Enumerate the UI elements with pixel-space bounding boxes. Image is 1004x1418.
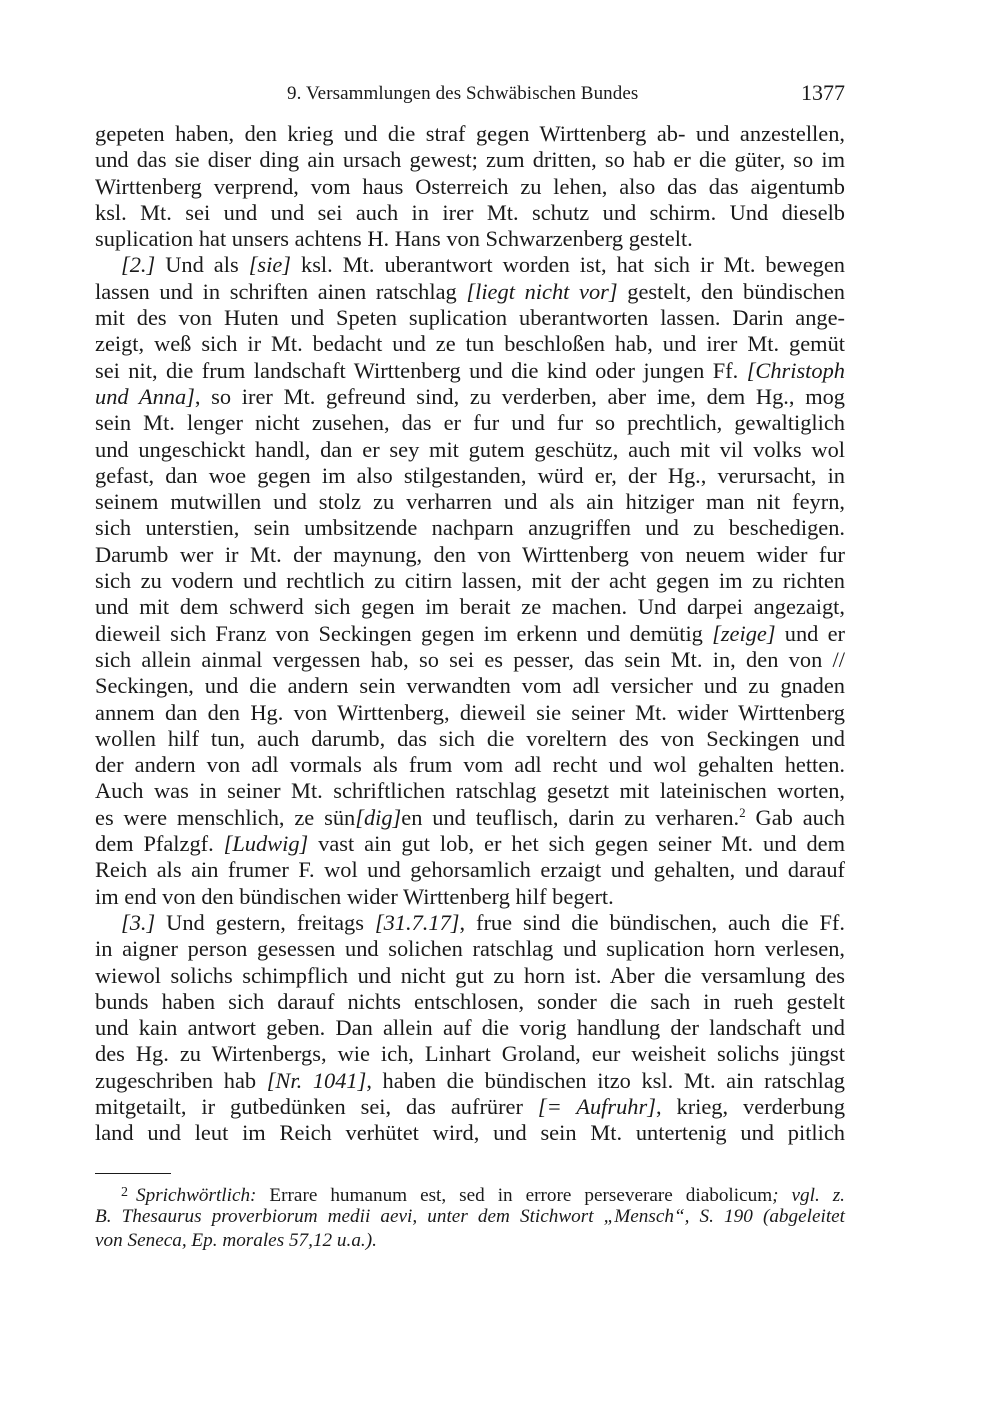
- editorial-note: [Ludwig]: [223, 831, 309, 857]
- text-line: [95, 673, 845, 699]
- text-line: [95, 1094, 845, 1120]
- text-line: [95, 305, 845, 331]
- text-segment: , so irer Mt. gefreund sind, zu verderben, aber ime, dem Hg., mog: [194, 383, 845, 409]
- text-line: [95, 1120, 845, 1146]
- footnote-text: Sprichwörtlich:: [136, 1185, 257, 1206]
- text-segment: wollen hilf tun, auch darumb, das sich die voreltern des von Seckingen und: [95, 725, 845, 751]
- text-segment: Und als: [155, 252, 249, 278]
- text-line: [95, 831, 845, 857]
- text-line: [95, 489, 845, 515]
- text-line: [95, 594, 845, 620]
- text-segment: lassen und in schriften ainen ratschlag: [95, 278, 467, 304]
- text-segment: Darumb wer ir Mt. der maynung, den von Wirttenberg von neuem wider fur: [95, 541, 845, 567]
- text-line: [95, 963, 845, 989]
- text-line: [95, 358, 845, 384]
- text-segment: des Hg. zu Wirtenbergs, wie ich, Linhart Groland, eur weisheit solichs jüngst: [95, 1041, 845, 1067]
- text-segment: en und teuflisch, darin zu verharen.: [401, 804, 740, 830]
- text-segment: mit des von Huten und Speten suplication uberantworten lassen. Darin ange-: [95, 305, 845, 331]
- footnote-line: [95, 1205, 845, 1229]
- text-segment: , krieg, verderbung: [655, 1093, 846, 1119]
- text-segment: sich zu vodern und rechtlich zu citirn lassen, mit der acht gegen im zu richten: [95, 568, 845, 594]
- text-segment: wiewol solichs schimpflich und nicht gut zu horn ist. Aber die versamlung des: [95, 962, 845, 988]
- text-line: [95, 936, 845, 962]
- editorial-note: und Anna]: [95, 383, 195, 409]
- text-segment: im end von den bündischen wider Wirttenberg hilf begert.: [95, 883, 614, 909]
- text-segment: sich allein ainmal vergessen hab, so sei es pesser, das sein Mt. in, den von //: [95, 646, 845, 672]
- text-line: [95, 621, 845, 647]
- text-line: [95, 226, 845, 252]
- text-segment: land und leut im Reich verhütet wird, und sein Mt. untertenig und pitlich: [95, 1120, 845, 1146]
- text-line: [95, 726, 845, 752]
- text-segment: Wirttenberg verprend, vom haus Osterreich zu lehen, also das das aigentumb: [95, 173, 845, 199]
- text-line: [95, 174, 845, 200]
- editorial-note: [2.]: [121, 252, 156, 278]
- text-segment: gepeten haben, den krieg und die straf gegen Wirttenberg ab- und anzestellen,: [95, 121, 845, 146]
- text-segment: ksl. Mt. uberantwort worden ist, hat sich ir Mt. bewegen: [291, 252, 845, 278]
- text-line: [95, 463, 845, 489]
- editorial-note: [Christoph: [746, 357, 845, 383]
- text-line: [95, 121, 845, 147]
- footnote-text: B. Thesaurus proverbiorum medii aevi, unter dem Stichwort „Mensch“, S. 190 (abgeleitet: [95, 1206, 845, 1227]
- text-line: [95, 1068, 845, 1094]
- text-segment: , haben die bündischen itzo ksl. Mt. ain ratschlag: [366, 1067, 845, 1093]
- text-segment: Auch was in seiner Mt. schriftlichen ratschlag gesetzt mit lateinischen worten,: [95, 778, 845, 804]
- text-segment: , frue sind die bündischen, auch die Ff.: [459, 909, 845, 935]
- text-line: [95, 884, 845, 910]
- text-segment: gestelt, den bündischen: [617, 278, 845, 304]
- text-line: [95, 542, 845, 568]
- text-segment: seinem mutwillen und stolz zu verharren und als ain hitziger man nit feyrn,: [95, 489, 845, 515]
- text-line: [95, 252, 845, 278]
- text-segment: Und gestern, freitags: [155, 909, 375, 935]
- text-segment: sein Mt. lenger nicht zusehen, das er fur und fur so prechtlich, gewaltiglich: [95, 410, 845, 436]
- text-line: [95, 910, 845, 936]
- text-segment: Reich als ain frumer F. wol und gehorsamlich erzaigt und gehalten, und darauf: [95, 857, 845, 883]
- text-segment: annem dan den Hg. von Wirttenberg, dieweil sie seiner Mt. wider Wirttenberg: [95, 699, 845, 725]
- text-segment: sei nit, die frum landschaft Wirttenberg und die kind oder jungen Ff.: [95, 357, 747, 383]
- text-segment: bunds haben sich darauf nichts entschlosen, sonder die sach in rueh gestelt: [95, 988, 845, 1014]
- editorial-note: [31.7.17]: [374, 909, 460, 935]
- text-segment: und kain antwort geben. Dan allein auf die vorig handlung der landschaft und: [95, 1015, 845, 1041]
- text-segment: zugeschriben hab: [95, 1067, 267, 1093]
- text-segment: zeigt, weß sich ir Mt. bedacht und ze tun beschloßen hab, und irer Mt. gemüt: [95, 331, 845, 357]
- running-title: 9. Versammlungen des Schwäbischen Bundes: [287, 83, 639, 104]
- footnote-rule: [95, 1173, 171, 1174]
- footnote-line: [95, 1181, 845, 1205]
- editorial-note: [Nr. 1041]: [266, 1067, 367, 1093]
- text-line: [95, 1015, 845, 1041]
- text-line: [95, 384, 845, 410]
- text-line: [95, 1041, 845, 1067]
- text-segment: und ungeschickt handl, dan er sey mit gutem geschütz, auch mit vil volks wol: [95, 436, 845, 462]
- text-segment: dieweil sich Franz von Seckingen gegen im erkenn und demütig: [95, 620, 713, 646]
- text-line: [95, 437, 845, 463]
- text-line: [95, 515, 845, 541]
- text-segment: es were menschlich, ze sün: [95, 804, 356, 830]
- text-line: [95, 147, 845, 173]
- editorial-note: [zeige]: [712, 620, 776, 646]
- text-line: [95, 752, 845, 778]
- footnote-text: von Seneca, Ep. morales 57,12 u.a.).: [95, 1230, 377, 1251]
- footnotes: [95, 1181, 845, 1253]
- text-segment: suplication hat unsers achtens H. Hans von Schwarzenberg gestelt.: [95, 226, 693, 252]
- text-line: [95, 568, 845, 594]
- text-line: [95, 700, 845, 726]
- editorial-note: [= Aufruhr]: [537, 1093, 656, 1119]
- text-segment: gefast, dan woe gegen im also stilgestanden, würd er, der Hg., verursacht, in: [95, 462, 845, 488]
- footnote-reference: 2: [739, 804, 746, 820]
- text-line: [95, 805, 845, 831]
- text-segment: sich unterstien, sein umbsitzende nachparn anzugriffen und zu beschedigen.: [95, 515, 845, 541]
- footnote-number: 2: [121, 1185, 128, 1200]
- text-line: [95, 857, 845, 883]
- page-number: 1377: [801, 80, 845, 105]
- text-segment: der andern von adl vormals als frum vom adl recht und wol gehalten hetten.: [95, 752, 845, 778]
- footnote-text: Errare humanum est, sed in errore perseverare diabolicum: [256, 1185, 773, 1206]
- text-line: [95, 331, 845, 357]
- text-line: [95, 279, 845, 305]
- text-segment: dem Pfalzgf.: [95, 831, 224, 857]
- text-segment: mitgetailt, ir gutbedünken sei, das aufrürer: [95, 1093, 538, 1119]
- editorial-note: [dig]: [355, 804, 402, 830]
- text-segment: vast ain gut lob, er het sich gegen seiner Mt. und dem: [308, 831, 845, 857]
- text-line: [95, 647, 845, 673]
- text-segment: und er: [775, 620, 845, 646]
- text-segment: Seckingen, und die andern sein verwandten vom adl versicher und zu gnaden: [95, 673, 845, 699]
- footnote-line: [95, 1229, 845, 1253]
- text-segment: und mit dem schwerd sich gegen im berait ze machen. Und darpei angezaigt,: [95, 594, 845, 620]
- footnote-text: ; vgl. z.: [772, 1185, 845, 1206]
- text-segment: in aigner person gesessen und solichen ratschlag und suplication horn verlesen,: [95, 936, 845, 962]
- editorial-note: [3.]: [121, 909, 156, 935]
- text-line: [95, 200, 845, 226]
- text-segment: und das sie diser ding ain ursach gewest; zum dritten, so hab er die güter, so im: [95, 147, 845, 173]
- text-segment: Gab auch: [745, 804, 845, 830]
- body-text: [95, 121, 845, 1147]
- text-line: [95, 410, 845, 436]
- text-line: [95, 778, 845, 804]
- running-head: [95, 80, 845, 108]
- text-line: [95, 989, 845, 1015]
- text-segment: ksl. Mt. sei und und sei auch in irer Mt. schutz und schirm. Und dieselb: [95, 199, 845, 225]
- editorial-note: [sie]: [248, 252, 291, 278]
- editorial-note: [liegt nicht vor]: [466, 278, 618, 304]
